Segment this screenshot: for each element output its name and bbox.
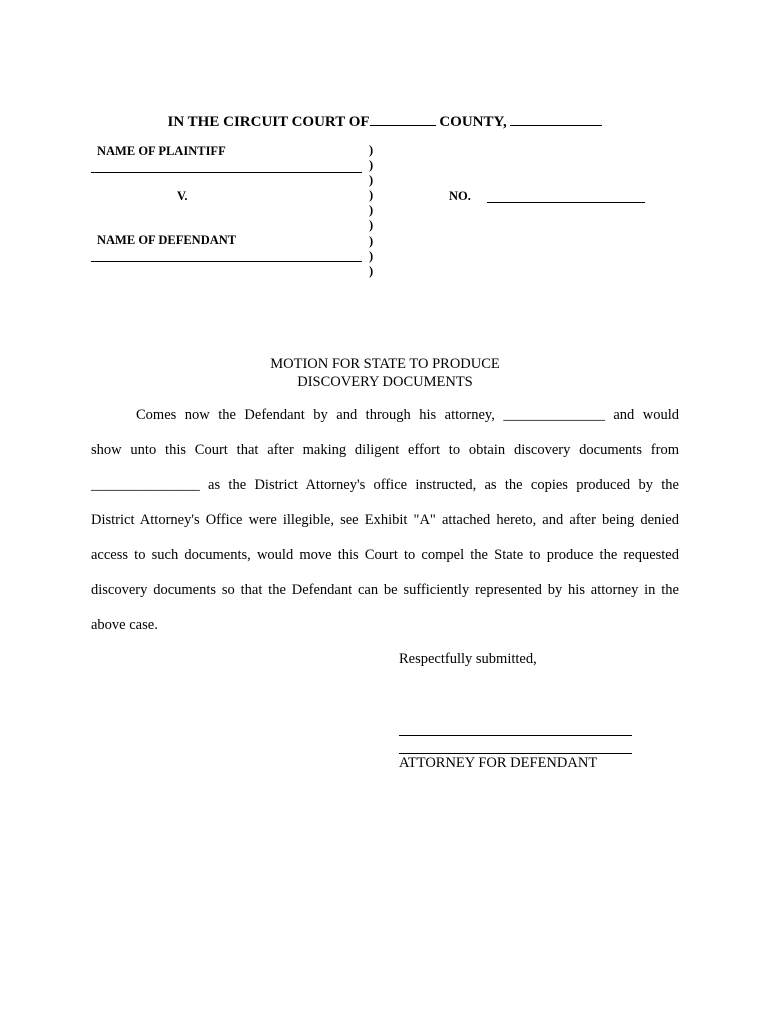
plaintiff-name-line (91, 172, 362, 173)
case-number-label: NO. (449, 189, 471, 203)
body-line-3: _______________ as the District Attorney's office instructed, as the copies produced by the (91, 477, 679, 493)
signature-line (399, 735, 632, 736)
attorney-name-line (399, 753, 632, 754)
body-line-4: District Attorney's Office were illegible, see Exhibit "A" attached hereto, and after being denied (91, 512, 679, 528)
case-number-line (487, 202, 645, 203)
caption-paren: ) (369, 203, 374, 218)
court-heading-prefix: IN THE CIRCUIT COURT OF (167, 114, 370, 130)
defendant-name-line (91, 261, 362, 262)
body-line-5: access to such documents, would move this Court to compel the State to produce the requested (91, 547, 679, 563)
caption-paren: ) (369, 218, 374, 233)
caption-divider (369, 143, 373, 279)
motion-title-line-1: MOTION FOR STATE TO PRODUCE (270, 356, 500, 372)
caption-paren: ) (369, 263, 374, 278)
caption-paren: ) (369, 188, 374, 203)
caption-paren: ) (369, 173, 374, 188)
motion-body (91, 398, 679, 643)
closing-phrase: Respectfully submitted, (399, 651, 537, 667)
motion-title-line-2: DISCOVERY DOCUMENTS (297, 374, 473, 390)
state-name-blank (510, 111, 602, 126)
motion-title (0, 355, 770, 391)
body-line-7: above case. (91, 617, 158, 633)
body-line-1: Comes now the Defendant by and through his attorney, ______________ and would (136, 407, 679, 423)
versus-label: V. (177, 189, 188, 203)
defendant-label: NAME OF DEFENDANT (97, 233, 237, 247)
county-name-blank (370, 111, 436, 126)
caption-paren: ) (369, 233, 374, 248)
plaintiff-label: NAME OF PLAINTIFF (97, 144, 226, 158)
court-heading-county-label: COUNTY, (439, 114, 507, 130)
caption-paren: ) (369, 248, 374, 263)
caption-paren: ) (369, 158, 374, 173)
court-heading (0, 111, 770, 131)
body-line-2: show unto this Court that after making diligent effort to obtain discovery documents from (91, 442, 679, 458)
caption-paren: ) (369, 143, 374, 157)
attorney-role-label: ATTORNEY FOR DEFENDANT (399, 755, 598, 771)
body-line-6: discovery documents so that the Defendant can be sufficiently represented by his attorney in the (91, 582, 679, 598)
